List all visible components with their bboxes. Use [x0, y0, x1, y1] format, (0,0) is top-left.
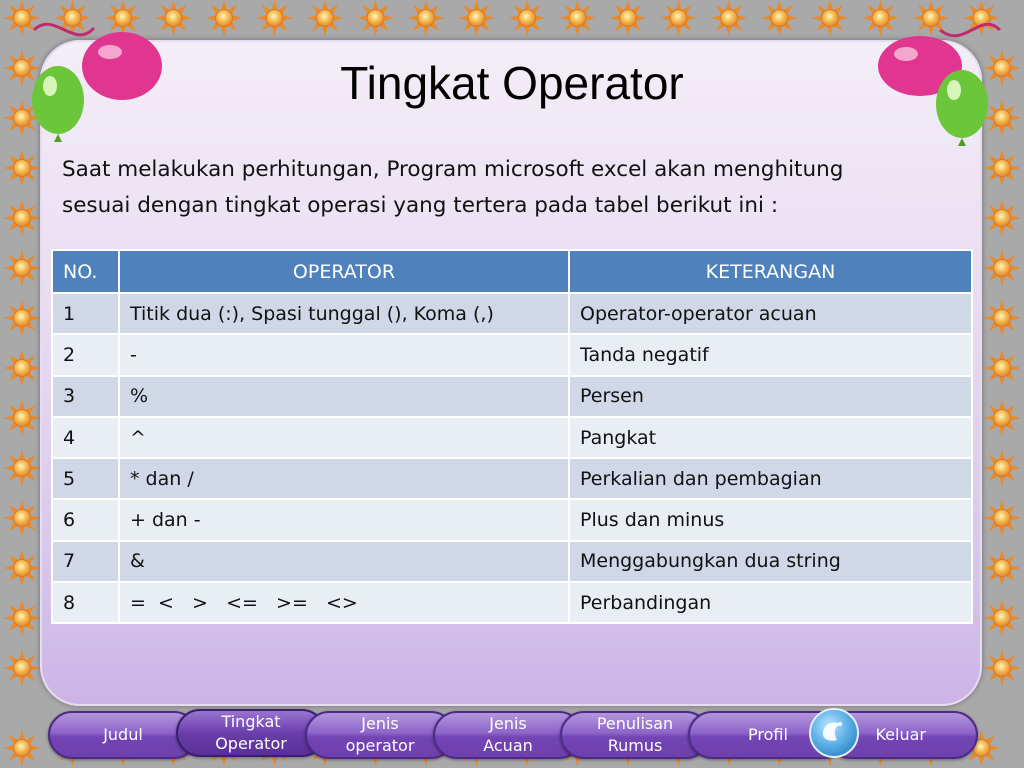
sun-icon — [307, 0, 343, 36]
sun-icon — [4, 730, 40, 766]
sun-icon — [984, 350, 1020, 386]
cell-keterangan: Tanda negatif — [569, 334, 972, 375]
sun-icon — [4, 600, 40, 636]
cell-operator: Titik dua (:), Spasi tunggal (), Koma (,) — [119, 293, 569, 334]
cell-no: 3 — [52, 376, 119, 417]
table-row — [52, 334, 972, 375]
slide-title: Tingkat Operator — [340, 57, 684, 109]
sun-icon — [4, 550, 40, 586]
col-header-keterangan: KETERANGAN — [569, 250, 972, 293]
intro-line: sesuai dengan tingkat operasi yang tertera pada tabel berikut ini : — [62, 193, 779, 218]
cell-no: 5 — [52, 458, 119, 499]
cell-operator: % — [119, 376, 569, 417]
table-row — [52, 499, 972, 540]
sun-icon — [408, 0, 444, 36]
cell-keterangan: Menggabungkan dua string — [569, 541, 972, 582]
cell-no: 6 — [52, 499, 119, 540]
table-row — [52, 458, 972, 499]
nav-label: Tingkat Operator — [215, 712, 287, 753]
cell-operator: - — [119, 334, 569, 375]
sun-icon — [358, 0, 394, 36]
cell-keterangan: Persen — [569, 376, 972, 417]
nav-label: Keluar — [875, 725, 926, 744]
table-row — [52, 376, 972, 417]
sun-icon — [560, 0, 596, 36]
sun-icon — [984, 200, 1020, 236]
sun-icon — [4, 250, 40, 286]
cell-operator: = < > <= >= <> — [119, 582, 569, 623]
sun-icon — [984, 650, 1020, 686]
nav-label: Judul — [103, 725, 143, 744]
sun-icon — [984, 300, 1020, 336]
cell-no: 1 — [52, 293, 119, 334]
sun-icon — [984, 500, 1020, 536]
cell-keterangan: Pangkat — [569, 417, 972, 458]
sun-icon — [984, 150, 1020, 186]
intro-text — [62, 152, 962, 224]
sun-icon — [4, 650, 40, 686]
cell-operator: & — [119, 541, 569, 582]
cell-keterangan: Plus dan minus — [569, 499, 972, 540]
sun-icon — [984, 450, 1020, 486]
cell-operator: ^ — [119, 417, 569, 458]
cell-operator: * dan / — [119, 458, 569, 499]
home-icon[interactable] — [809, 708, 859, 758]
sun-icon — [762, 0, 798, 36]
sun-icon — [812, 0, 848, 36]
cell-no: 8 — [52, 582, 119, 623]
cell-operator: + dan - — [119, 499, 569, 540]
col-header-operator: OPERATOR — [119, 250, 569, 293]
nav-label: Jenis Acuan — [483, 714, 533, 755]
sun-icon — [459, 0, 495, 36]
sun-icon — [661, 0, 697, 36]
nav-label: Penulisan Rumus — [596, 714, 674, 755]
sun-icon — [4, 150, 40, 186]
sun-icon — [610, 0, 646, 36]
home-icon-glyph — [811, 710, 857, 756]
sun-icon — [984, 400, 1020, 436]
sun-icon — [4, 400, 40, 436]
table-row — [52, 541, 972, 582]
sun-icon — [984, 550, 1020, 586]
table-row — [52, 582, 972, 623]
sun-icon — [257, 0, 293, 36]
cell-keterangan: Perbandingan — [569, 582, 972, 623]
table-row — [52, 293, 972, 334]
sun-icon — [4, 450, 40, 486]
nav-label: Jenis operator — [345, 714, 415, 755]
cell-no: 4 — [52, 417, 119, 458]
sun-icon — [4, 300, 40, 336]
sun-icon — [4, 500, 40, 536]
operator-table — [51, 249, 973, 624]
cell-keterangan: Perkalian dan pembagian — [569, 458, 972, 499]
sun-icon — [4, 200, 40, 236]
table-row — [52, 417, 972, 458]
cell-no: 7 — [52, 541, 119, 582]
table-header-row — [52, 250, 972, 293]
sun-icon — [711, 0, 747, 36]
intro-line: Saat melakukan perhitungan, Program microsoft excel akan menghitung — [62, 157, 844, 182]
col-header-no: NO. — [52, 250, 119, 293]
sun-icon — [509, 0, 545, 36]
sun-icon — [206, 0, 242, 36]
cell-no: 2 — [52, 334, 119, 375]
cell-keterangan: Operator-operator acuan — [569, 293, 972, 334]
nav-tingkat-operator-button[interactable] — [176, 709, 326, 757]
nav-label: Profil — [748, 725, 788, 744]
sun-icon — [984, 600, 1020, 636]
sun-icon — [984, 250, 1020, 286]
sun-icon — [4, 350, 40, 386]
